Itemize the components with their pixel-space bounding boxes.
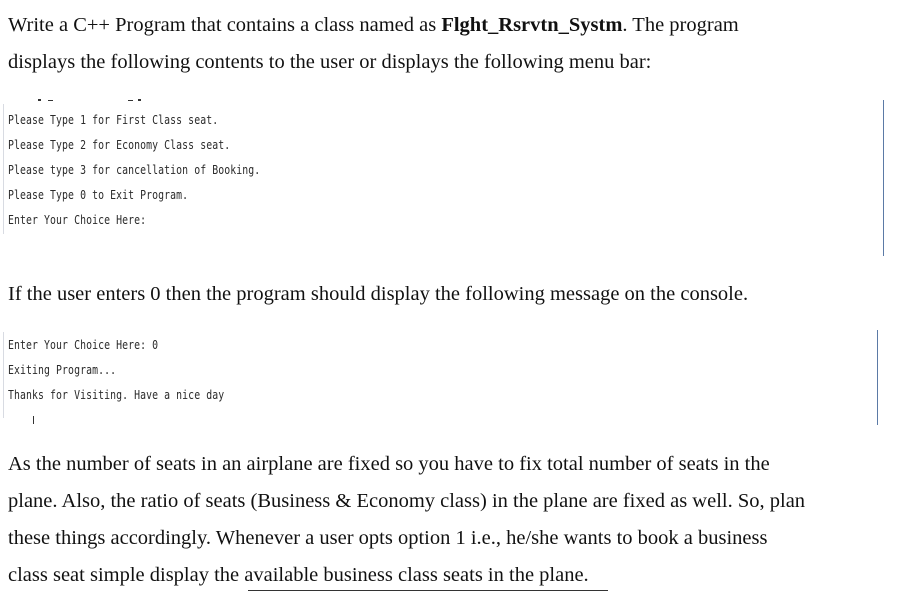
console-line: Please Type 2 for Economy Class seat. — [8, 138, 231, 152]
exit-console-edge — [3, 332, 4, 418]
console-line: Enter Your Choice Here: — [8, 213, 147, 227]
exit-console — [8, 333, 224, 408]
menu-console — [8, 108, 260, 233]
menu-console-artifact — [38, 99, 41, 101]
intro-line-2: displays the following contents to the user or displays the following menu bar: — [8, 51, 652, 73]
exit-instruction: If the user enters 0 then the program should display the following message on the console. — [8, 283, 749, 305]
console-line: Please Type 1 for First Class seat. — [8, 113, 219, 127]
menu-console-artifact — [128, 100, 133, 101]
seats-line-3: these things accordingly. Whenever a user opts option 1 i.e., he/she wants to book a business — [8, 527, 768, 549]
console-line: Exiting Program... — [8, 363, 117, 377]
seats-line-1: As the number of seats in an airplane are fixed so you have to fix total number of seats in the — [8, 453, 770, 475]
seats-line-4: class seat simple display the available business class seats in the plane. — [8, 564, 589, 586]
intro-line-1-suffix: . The program — [622, 14, 739, 36]
menu-console-artifact — [138, 99, 141, 101]
menu-console-artifact — [48, 100, 53, 101]
console-line: Enter Your Choice Here: 0 — [8, 338, 159, 352]
bottom-underline — [248, 590, 608, 591]
text-cursor — [33, 416, 34, 424]
class-name: Flght_Rsrvtn_Systm — [441, 14, 623, 36]
console-line: Please Type 0 to Exit Program. — [8, 188, 189, 202]
exit-console-right-border — [877, 330, 878, 425]
seats-line-2: plane. Also, the ratio of seats (Business & Economy class) in the plane are fixed as well. So, plan — [8, 490, 806, 512]
intro-line-1 — [8, 7, 848, 44]
intro-line-1-prefix: Write a C++ Program that contains a class named as — [8, 14, 442, 36]
console-line: Please type 3 for cancellation of Booking. — [8, 163, 261, 177]
menu-console-edge — [3, 104, 4, 234]
menu-console-right-border — [883, 100, 884, 256]
console-line: Thanks for Visiting. Have a nice day — [8, 388, 225, 402]
